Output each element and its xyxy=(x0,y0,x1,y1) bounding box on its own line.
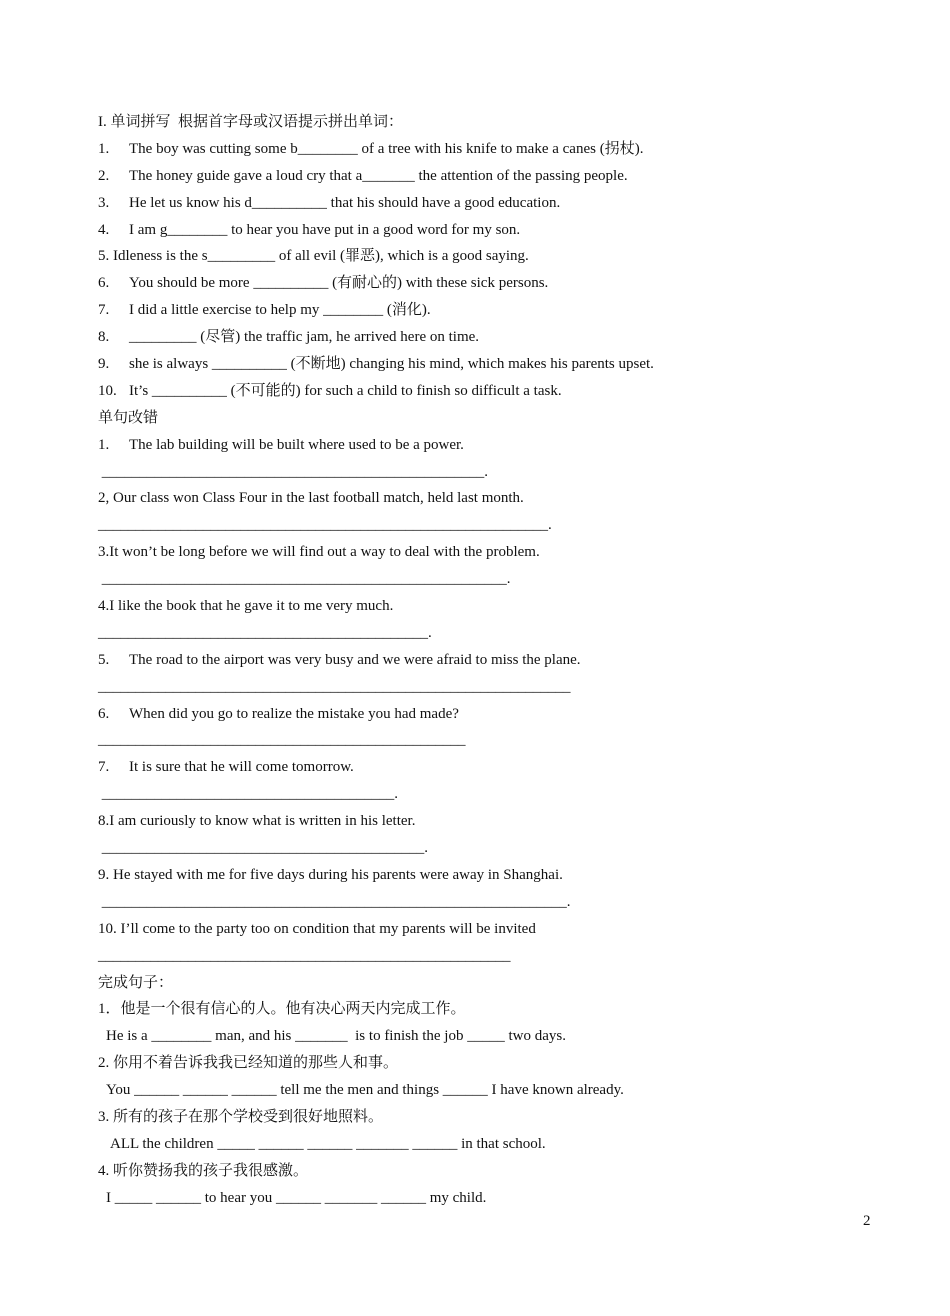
item-text: 9. He stayed with me for five days during his parents were away in Shanghai. xyxy=(98,866,563,883)
item-text: It is sure that he will come tomorrow. xyxy=(129,759,354,776)
item-text: The road to the airport was very busy and we were afraid to miss the plane. xyxy=(129,651,581,668)
item-number: 2. xyxy=(98,167,110,184)
item-text: I am g________ to hear you have put in a good word for my son. xyxy=(129,221,521,238)
item-text: The lab building will be built where used to be a power. xyxy=(129,436,464,453)
correction-item xyxy=(98,485,888,512)
worksheet-page xyxy=(98,109,888,1212)
item-text: _________ (尽管) the traffic jam, he arrived here on time. xyxy=(129,329,480,346)
spelling-item xyxy=(98,217,888,244)
item-number: 3. xyxy=(98,194,110,211)
section-1-heading: I. 单词拼写 根据首字母或汉语提示拼出单词： xyxy=(98,114,403,130)
english-fill-in: He is a ________ man, and his _______ is to finish the job _____ two days. xyxy=(106,1028,566,1045)
answer-line: ______________________________________________________________. xyxy=(98,893,571,910)
spelling-item xyxy=(98,136,888,163)
item-text: I did a little exercise to help my ________ (消化). xyxy=(129,302,431,319)
correction-item xyxy=(98,701,888,728)
item-text: 10. I’ll come to the party too on condition that my parents will be invited xyxy=(98,920,536,937)
correction-item xyxy=(98,862,888,889)
item-number: 10. xyxy=(98,382,117,399)
item-number: 6. xyxy=(98,275,110,292)
correction-item xyxy=(98,808,888,835)
item-number: 4. xyxy=(98,221,110,238)
chinese-prompt: 4. 听你赞扬我的孩子我很感激。 xyxy=(98,1162,309,1179)
correction-item xyxy=(98,432,888,459)
item-text: 2, Our class won Class Four in the last football match, held last month. xyxy=(98,490,524,507)
item-text: The boy was cutting some b________ of a tree with his knife to make a canes (拐杖). xyxy=(129,140,644,157)
spelling-item xyxy=(98,297,888,324)
item-number: 7. xyxy=(98,302,110,319)
item-text: 5. Idleness is the s_________ of all evil (罪恶), which is a good saying. xyxy=(98,248,529,265)
spelling-item xyxy=(98,243,888,270)
english-fill-in: You ______ ______ ______ tell me the men and things ______ I have known already. xyxy=(106,1082,624,1099)
item-text: It’s __________ (不可能的) for such a child to finish so difficult a task. xyxy=(129,382,562,399)
item-text: The honey guide gave a loud cry that a_______ the attention of the passing people. xyxy=(129,167,628,184)
item-text: 4.I like the book that he gave it to me very much. xyxy=(98,598,394,615)
spelling-item xyxy=(98,270,888,297)
page-number: 2 xyxy=(863,1213,871,1229)
item-number: 1. xyxy=(98,140,110,157)
item-number: 9. xyxy=(98,356,110,373)
spelling-item xyxy=(98,351,888,378)
chinese-prompt: 1．他是一个很有信心的人。他有决心两天内完成工作。 xyxy=(98,1001,466,1018)
answer-line: ____________________________________________________________. xyxy=(98,517,552,534)
item-text: You should be more __________ (有耐心的) with these sick persons. xyxy=(129,275,549,292)
answer-line: _______________________________________________________________ xyxy=(98,678,571,695)
answer-line: ____________________________________________. xyxy=(98,624,432,641)
item-text: He let us know his d__________ that his should have a good education. xyxy=(129,194,561,211)
spelling-item xyxy=(98,378,888,405)
correction-item xyxy=(98,754,888,781)
item-text: 8.I am curiously to know what is written in his letter. xyxy=(98,813,416,830)
spelling-item xyxy=(98,163,888,190)
item-text: she is always __________ (不断地) changing his mind, which makes his parents upset. xyxy=(129,356,654,373)
item-number: 5. xyxy=(98,651,110,668)
answer-line: ___________________________________________________. xyxy=(98,463,488,480)
spelling-item xyxy=(98,190,888,217)
chinese-prompt: 2. 你用不着告诉我我已经知道的那些人和事。 xyxy=(98,1055,399,1072)
answer-line: _________________________________________________ xyxy=(98,732,466,749)
correction-item xyxy=(98,916,888,943)
spelling-item xyxy=(98,324,888,351)
item-text: 3.It won’t be long before we will find out a way to deal with the problem. xyxy=(98,544,540,561)
answer-line: _______________________________________________________ xyxy=(98,947,511,964)
item-number: 8. xyxy=(98,329,110,346)
answer-line: ______________________________________________________. xyxy=(98,571,511,588)
answer-line: ___________________________________________. xyxy=(98,840,428,857)
correction-item xyxy=(98,647,888,674)
section-3-heading: 完成句子： xyxy=(98,974,174,991)
english-fill-in: ALL the children _____ ______ ______ _______ ______ in that school. xyxy=(110,1135,546,1152)
section-2-heading: 单句改错 xyxy=(98,409,159,426)
english-fill-in: I _____ ______ to hear you ______ _______ ______ my child. xyxy=(106,1189,487,1206)
chinese-prompt: 3. 所有的孩子在那个学校受到很好地照料。 xyxy=(98,1108,384,1125)
item-number: 1. xyxy=(98,436,110,453)
answer-line: _______________________________________. xyxy=(98,786,398,803)
correction-item xyxy=(98,593,888,620)
item-text: When did you go to realize the mistake you had made? xyxy=(129,705,459,722)
item-number: 6. xyxy=(98,705,110,722)
correction-item xyxy=(98,539,888,566)
item-number: 7. xyxy=(98,759,110,776)
